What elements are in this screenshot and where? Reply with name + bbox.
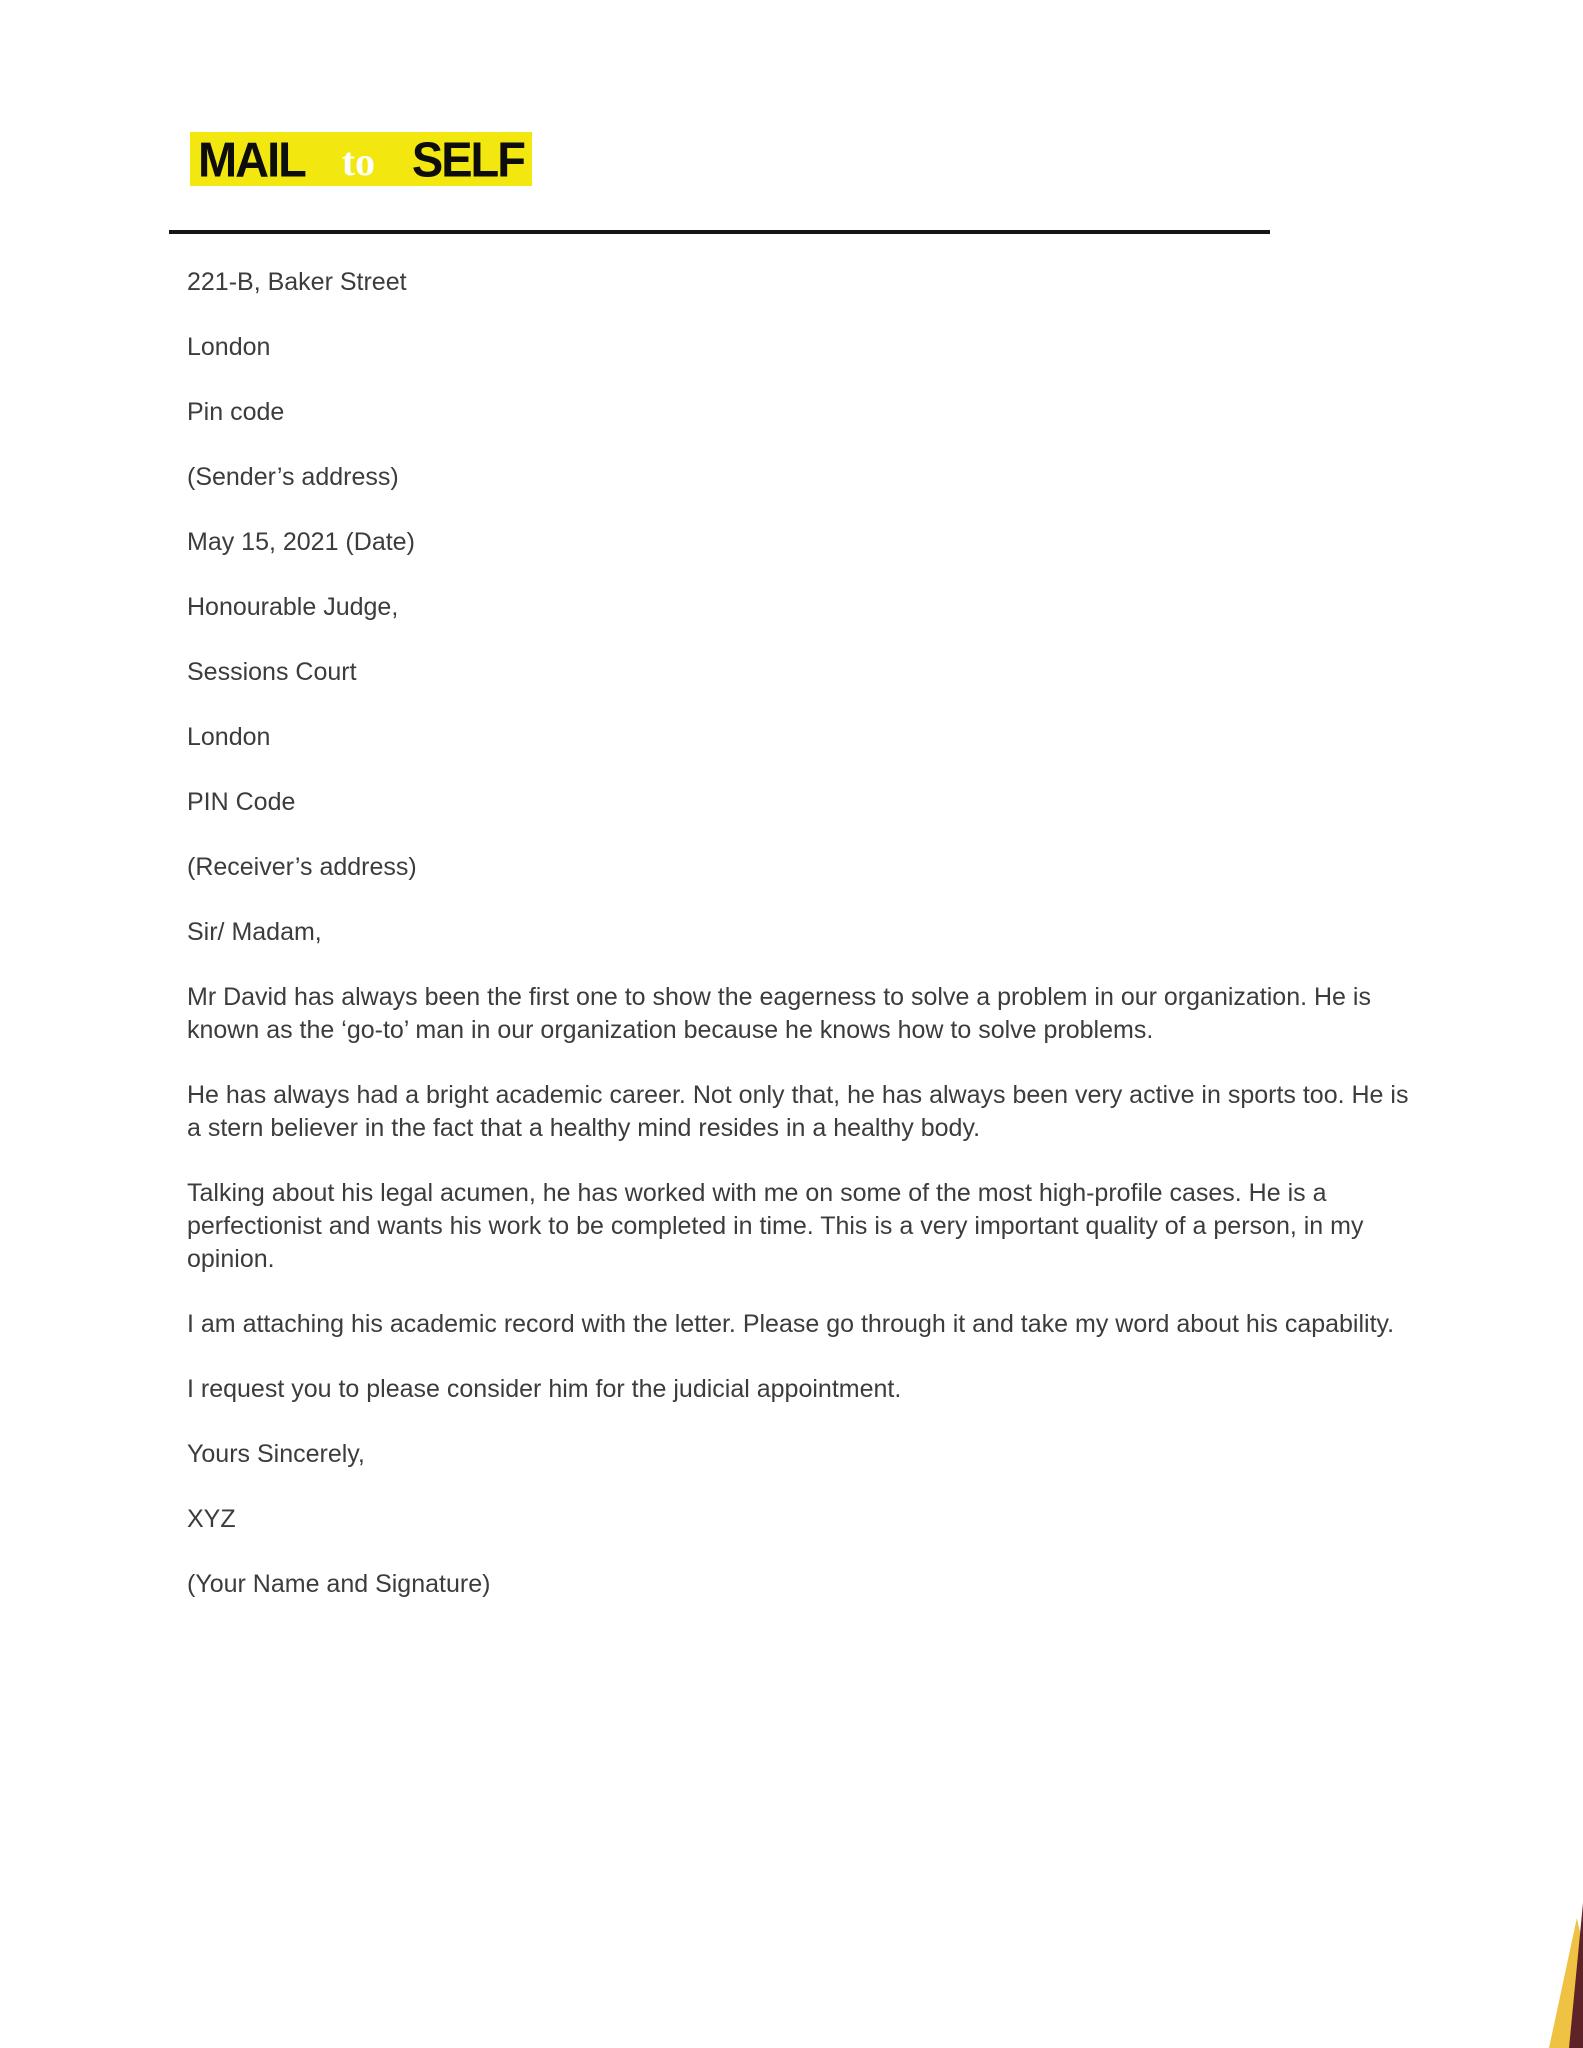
sender-address-line-1: 221-B, Baker Street (187, 268, 407, 296)
body-paragraph-5: I request you to please consider him for the judicial appointment. (187, 1375, 902, 1403)
mailtoself-logo (190, 132, 532, 186)
body-paragraph-4: I am attaching his academic record with the letter. Please go through it and take my word about his capability. (187, 1310, 1395, 1338)
body-paragraph-3: Talking about his legal acumen, he has worked with me on some of the most high-profile cases. He is a perfectionist and wants his work to be completed in time. This is a very important quality of a person, in my opinion. (187, 1179, 1364, 1273)
logo-text-to: to (341, 139, 376, 184)
receiver-address-line-4: PIN Code (187, 788, 296, 816)
letter-body (187, 266, 1415, 1633)
receiver-address-line-2: Sessions Court (187, 658, 357, 686)
body-paragraph-2: He has always had a bright academic career. Not only that, he has always been very active in sports too. He is a stern believer in the fact that a healthy mind resides in a healthy body. (187, 1081, 1409, 1142)
logo-text-mail: MAIL (198, 131, 305, 187)
sender-address-line-2: London (187, 333, 271, 361)
receiver-address-line-3: London (187, 723, 271, 751)
logo-text-self: SELF (411, 131, 524, 187)
receiver-address-line-5: (Receiver’s address) (187, 853, 417, 881)
closing: Yours Sincerely, (187, 1440, 365, 1468)
sender-address-line-3: Pin code (187, 398, 285, 426)
salutation: Sir/ Madam, (187, 918, 322, 946)
sender-address-line-4: (Sender’s address) (187, 463, 399, 491)
date-line: May 15, 2021 (Date) (187, 528, 415, 556)
signature-note: (Your Name and Signature) (187, 1570, 491, 1598)
signature-name: XYZ (187, 1505, 236, 1533)
header-divider (169, 230, 1270, 234)
body-paragraph-1: Mr David has always been the first one to show the eagerness to solve a problem in our organization. He is known as the ‘go-to’ man in our organization because he knows how to solve problems. (187, 983, 1371, 1044)
receiver-address-line-1: Honourable Judge, (187, 593, 399, 621)
